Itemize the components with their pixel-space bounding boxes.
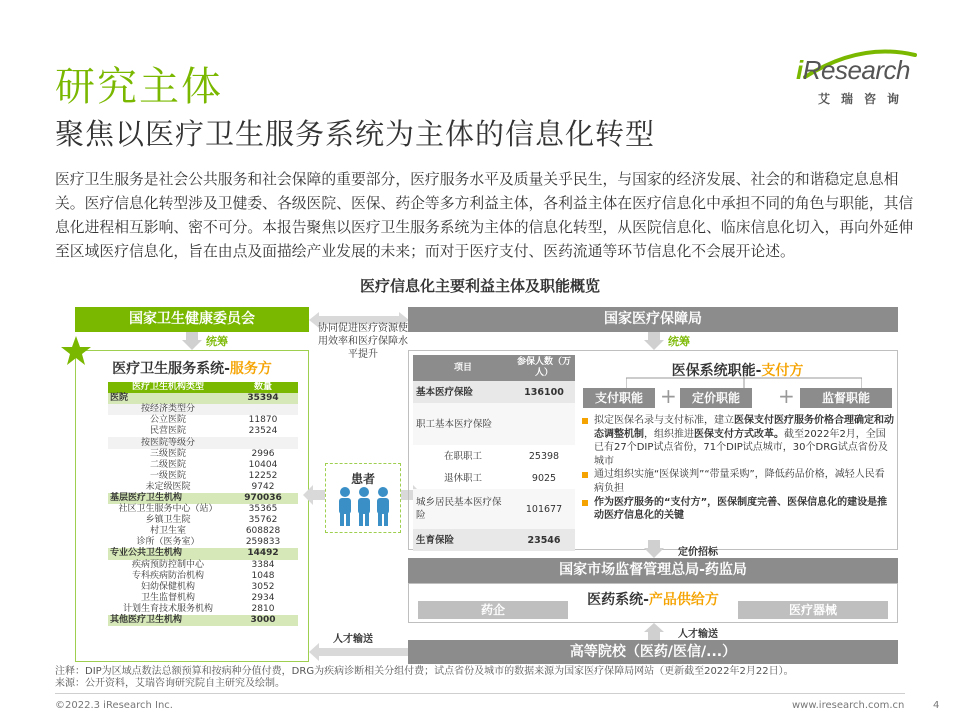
- institution-count: 35394: [228, 393, 298, 404]
- institution-type: 村卫生室: [149, 526, 186, 537]
- website-url: www.iresearch.com.cn: [792, 700, 905, 711]
- insurance-table-head: 项目 参保人数（万人）: [413, 355, 575, 381]
- iresearch-logo: iResearch: [796, 55, 911, 85]
- institution-type: 专业公共卫生机构: [108, 548, 228, 559]
- insurance-row: [413, 403, 575, 445]
- institution-row: [108, 393, 298, 404]
- left-coordinate-label: 统筹: [206, 335, 228, 348]
- insurance-item: 生育保险: [413, 529, 513, 551]
- insurance-item: 在职职工: [443, 450, 482, 462]
- institution-row: [108, 571, 298, 582]
- institution-row: [108, 449, 298, 460]
- insured-count: 23546: [513, 529, 575, 551]
- left-arrow-icon: [303, 485, 325, 505]
- institution-count: 3000: [228, 615, 298, 626]
- institution-type: 基层医疗卫生机构: [108, 493, 228, 504]
- institution-row: [108, 582, 298, 593]
- institution-type: 二级医院: [149, 459, 186, 470]
- medical-device-button: 医疗器械: [738, 601, 888, 619]
- plus-icon: +: [660, 384, 677, 408]
- insured-count: 9025: [531, 472, 557, 484]
- institution-type: 社区卫生服务中心（站）: [118, 504, 218, 515]
- institution-row: [108, 493, 298, 504]
- institution-type: 其他医疗卫生机构: [108, 615, 228, 626]
- right-coordinate-label: 统筹: [668, 335, 690, 348]
- talent-label-left: 人才输送: [333, 634, 373, 645]
- patient-label: 患者: [350, 472, 375, 486]
- institution-type: 卫生监督机构: [140, 592, 195, 603]
- institution-count: 608828: [245, 526, 281, 537]
- footer-divider: [55, 693, 905, 694]
- institution-count: 2810: [251, 603, 275, 614]
- institution-count: [228, 437, 298, 448]
- institution-row: [108, 415, 298, 426]
- institution-row: [108, 504, 298, 515]
- insured-count: [513, 403, 575, 445]
- insurance-row: [413, 467, 575, 489]
- institution-row: [108, 404, 298, 415]
- institution-row: [108, 437, 298, 448]
- institution-row: [108, 526, 298, 537]
- institution-count: 9742: [251, 481, 275, 492]
- institution-type: 一级医院: [149, 470, 186, 481]
- institution-row: [108, 515, 298, 526]
- insurance-table: [413, 355, 575, 551]
- institution-type: 计划生育技术服务机构: [122, 603, 213, 614]
- institution-type: 疾病预防控制中心: [131, 559, 204, 570]
- diagram-title: 医疗信息化主要利益主体及职能概览: [359, 277, 600, 295]
- nhsa-bar: 国家医疗保障局: [408, 307, 898, 332]
- institution-row: [108, 560, 298, 571]
- plus-icon: +: [778, 384, 795, 408]
- institution-count: 1048: [251, 570, 275, 581]
- universities-bar: 高等院校（医药/医信/...）: [408, 640, 898, 664]
- bullet-item: 拟定医保名录与支付标准，建立医保支付医疗服务价格合理确定和动态调整机制，组织推进医保支付方式改革。截至2022年2月，全国已有27个DIP试点省份，71个DIP试点城市，30个DRG试点省份及城市: [582, 414, 894, 468]
- institution-count: 259833: [245, 537, 281, 548]
- institution-row: [108, 482, 298, 493]
- insurance-row: [413, 381, 575, 403]
- institution-count: 10404: [248, 459, 278, 470]
- institution-type: 医院: [108, 393, 228, 404]
- pricing-function-button: 定价职能: [680, 388, 752, 408]
- institution-type: 专科疾病防治机构: [131, 570, 204, 581]
- institution-count: 35365: [248, 504, 278, 515]
- insurance-item: 职工基本医疗保险: [413, 403, 513, 445]
- supervision-function-button: 监督职能: [800, 388, 892, 408]
- institution-type: 按医院等级分: [108, 437, 228, 448]
- institution-count: 2996: [251, 448, 275, 459]
- payment-function-button: 支付职能: [583, 388, 655, 408]
- down-arrow-icon: [644, 332, 664, 350]
- institution-count: 2934: [251, 592, 275, 603]
- institution-row: [108, 604, 298, 615]
- institution-type: 民营医院: [149, 426, 186, 437]
- coordination-note: 协同促进医疗资源使用效率和医疗保障水平提升: [318, 323, 408, 360]
- insured-count: 101677: [513, 489, 575, 529]
- institution-type: 未定级医院: [145, 481, 191, 492]
- page-title: 研究主体: [55, 64, 223, 110]
- up-arrow-icon: [644, 623, 664, 640]
- institution-type: 乡镇卫生院: [145, 515, 191, 526]
- pharma-company-button: 药企: [418, 601, 568, 619]
- insured-count: 25398: [528, 450, 560, 462]
- insurance-function-title: 医保系统职能-支付方: [671, 363, 804, 379]
- insurance-row: [413, 489, 575, 529]
- institution-count: 3384: [251, 559, 275, 570]
- institution-row: [108, 537, 298, 548]
- institution-count: 35762: [248, 515, 278, 526]
- service-system-title: 医疗卫生服务系统-服务方: [112, 361, 272, 377]
- samr-bar: 国家市场监督管理总局-药监局: [408, 558, 898, 583]
- institution-row: [108, 548, 298, 559]
- institution-row: [108, 426, 298, 437]
- pricing-tender-label: 定价招标: [678, 547, 718, 558]
- insurance-bullets: [582, 414, 894, 523]
- patients-icon: [336, 486, 392, 528]
- institution-count: 12252: [248, 470, 278, 481]
- institution-table-head: 医疗卫生机构类型 数量: [108, 382, 298, 393]
- down-arrow-icon: [644, 540, 664, 558]
- bullet-item: 通过组织实施“医保谈判”“带量采购”，降低药品价格，减轻人民看病负担: [582, 468, 894, 495]
- down-arrow-icon: [182, 332, 202, 350]
- institution-table: [108, 382, 298, 626]
- talent-left-arrow-icon: [309, 643, 409, 661]
- intro-paragraph: 医疗卫生服务是社会公共服务和社会保障的重要部分，医疗服务水平及质量关乎民生，与国家的经济发展、社会的和谐稳定息息相关。医疗信息化转型涉及卫健委、各级医院、医保、药企等多方利益主体，各利益主体在医疗信息化中承担不同的角色与职能，其信息化进程相互影响、密不可分。本报告聚焦以医疗卫生服务系统为主体的信息化转型，从医院信息化、临床信息化切入，再向外延伸至区域医疗信息化，旨在由点及面描绘产业发展的未来；而对于医疗支付、医药流通等环节信息化不会展开论述。: [55, 171, 914, 260]
- copyright: ©2022.3 iResearch Inc.: [55, 700, 173, 711]
- institution-row: [108, 460, 298, 471]
- footnote: 注释：DIP为区域点数法总额预算和按病种分值付费，DRG为疾病诊断相关分组付费；试点省份及城市的数据来源为国家医疗保障局网站（更新截至2022年2月22日）。 来源：公开资料，艾瑞咨询研究院自主研究及绘制。: [55, 666, 794, 689]
- institution-count: 14492: [228, 548, 298, 559]
- institution-type: 诊所（医务室）: [136, 537, 200, 548]
- insurance-item: 基本医疗保险: [413, 381, 513, 403]
- institution-type: 按经济类型分: [108, 404, 228, 415]
- bullet-item: 作为医疗服务的“支付方”，医保制度完善、医保信息化的建设是推动医疗信息化的关键: [582, 496, 894, 523]
- pharma-system-title: 医药系统-产品供给方: [587, 592, 719, 608]
- insurance-item: 退休职工: [443, 472, 482, 484]
- nhc-bar: 国家卫生健康委员会: [75, 307, 309, 332]
- talent-label-right: 人才输送: [678, 629, 718, 640]
- institution-count: 970036: [228, 493, 298, 504]
- institution-row: [108, 471, 298, 482]
- iresearch-logo-cn: 艾瑞咨询: [818, 92, 911, 106]
- institution-type: 三级医院: [149, 448, 186, 459]
- institution-type: 妇幼保健机构: [140, 581, 195, 592]
- institution-count: 23524: [248, 426, 278, 437]
- page-number: 4: [933, 700, 940, 711]
- institution-row: [108, 593, 298, 604]
- insurance-row: [413, 445, 575, 467]
- institution-type: 公立医院: [149, 415, 186, 426]
- institution-count: 3052: [251, 581, 275, 592]
- institution-count: 11870: [248, 415, 278, 426]
- institution-count: [228, 404, 298, 415]
- insurance-row: [413, 529, 575, 551]
- insurance-item: 城乡居民基本医疗保险: [413, 489, 513, 529]
- institution-row: [108, 615, 298, 626]
- insured-count: 136100: [513, 381, 575, 403]
- page-subtitle: 聚焦以医疗卫生服务系统为主体的信息化转型: [55, 117, 656, 151]
